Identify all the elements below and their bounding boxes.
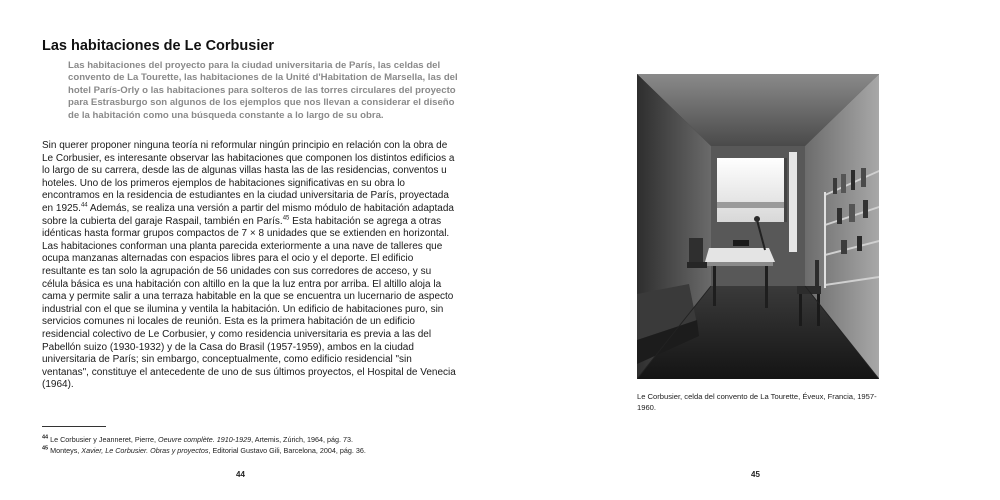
footnote-45 [42, 446, 462, 457]
footnote-title: Oeuvre complète. 1910-1929 [158, 435, 252, 444]
footnotes [42, 435, 462, 456]
footnote-number: 44 [42, 434, 49, 441]
footnote-44 [42, 435, 462, 446]
footnote-text: Le Corbusier y Jeanneret, Pierre, [48, 435, 158, 444]
footnote-number: 45 [42, 445, 49, 452]
body-paragraph [42, 140, 458, 392]
footnote-text: Monteys, [48, 445, 82, 455]
photo-caption: Le Corbusier, celda del convento de La Tourette, Éveux, Francia, 1957-1960. [637, 392, 877, 412]
section-title: Las habitaciones de Le Corbusier [42, 38, 275, 54]
intro-paragraph: Las habitaciones del proyecto para la ciudad universitaria de París, las celdas del convento de La Tourette, las habitaciones de la Unité d'Habitation de Marsella, las del hotel París-Orly o las habitaciones para solteros de las torres circulares del proyecto para Estrasburgo son algunos de los ejemplos que nos llevan a considerar el diseño de la habitación como una búsqueda constante a lo largo de su obra. [68, 60, 458, 121]
footnote-divider [42, 426, 106, 427]
page-number-right: 45 [751, 470, 760, 479]
body-text-part-2: Además, se realiza una versión a partir del mismo módulo de habitación adaptada sobre la cubierta del garaje Raspail, también en París. [42, 202, 454, 227]
body-text-part-1: Sin querer proponer ninguna teoría ni reformular ningún principio en relación con la obra de Le Corbusier, es interesante observar las habitaciones que componen los distintos edificios a lo largo de su carrera, desde las de algunas villas hasta las de las residencias, conventos u hoteles. Uno de los primeros ejemplos de habitaciones significativas en su obra lo encontramos en la residencia de estudiantes en la ciudad universitaria de París, proyectada en 1925. [42, 140, 455, 214]
right-page [500, 0, 1000, 500]
body-text-part-3: Esta habitación se agrega a otras idénticas hasta formar grupos compactos de 7 × 8 unidades que se extienden en horizontal. Las habitaciones conforman una planta parecida exteriormente a una nave de talleres que ocupa manzanas alternadas con espacios libres para el ocio y el deporte. El edificio resultante es tan solo la agrupación de 56 unidades con sus corredores de acceso, y su célula básica es una habitación con altillo en la que la luz entra por arriba. El altillo aloja la cama y permite salir a una terraza habitable en la que se encuentra un lucernario de aspecto industrial con el que se ilumina y ventila la habitación. Un edificio de habitaciones puro, sin servicios comunes ni locales de reunión. Esta es la primera habitación de un edificio residencial colectivo de Le Corbusier, y como residencia universitaria es previa a las del Pabellón suizo (1930-1932) y de la Casa do Brasil (1957-1959), ambos en la ciudad universitaria de París; sin embargo, conceptualmente, como edificio residencial "sin ventanas", constituye el antecedente de uno de sus últimos proyectos, el Hospital de Venecia (1964). [42, 215, 456, 391]
footnote-ref-44[interactable]: 44 [80, 202, 88, 209]
convent-cell-photo-icon [637, 74, 879, 379]
footnote-title: Xavier, Le Corbusier. Obras y proyectos [81, 445, 209, 455]
page-number-left: 44 [236, 470, 245, 479]
footnote-text: , Editorial Gustavo Gili, Barcelona, 2004, pág. 36. [208, 445, 366, 455]
convent-cell-photo [637, 74, 879, 379]
footnote-text: , Artemis, Zúrich, 1964, pág. 73. [251, 435, 353, 444]
footnote-ref-45[interactable]: 45 [282, 215, 290, 222]
